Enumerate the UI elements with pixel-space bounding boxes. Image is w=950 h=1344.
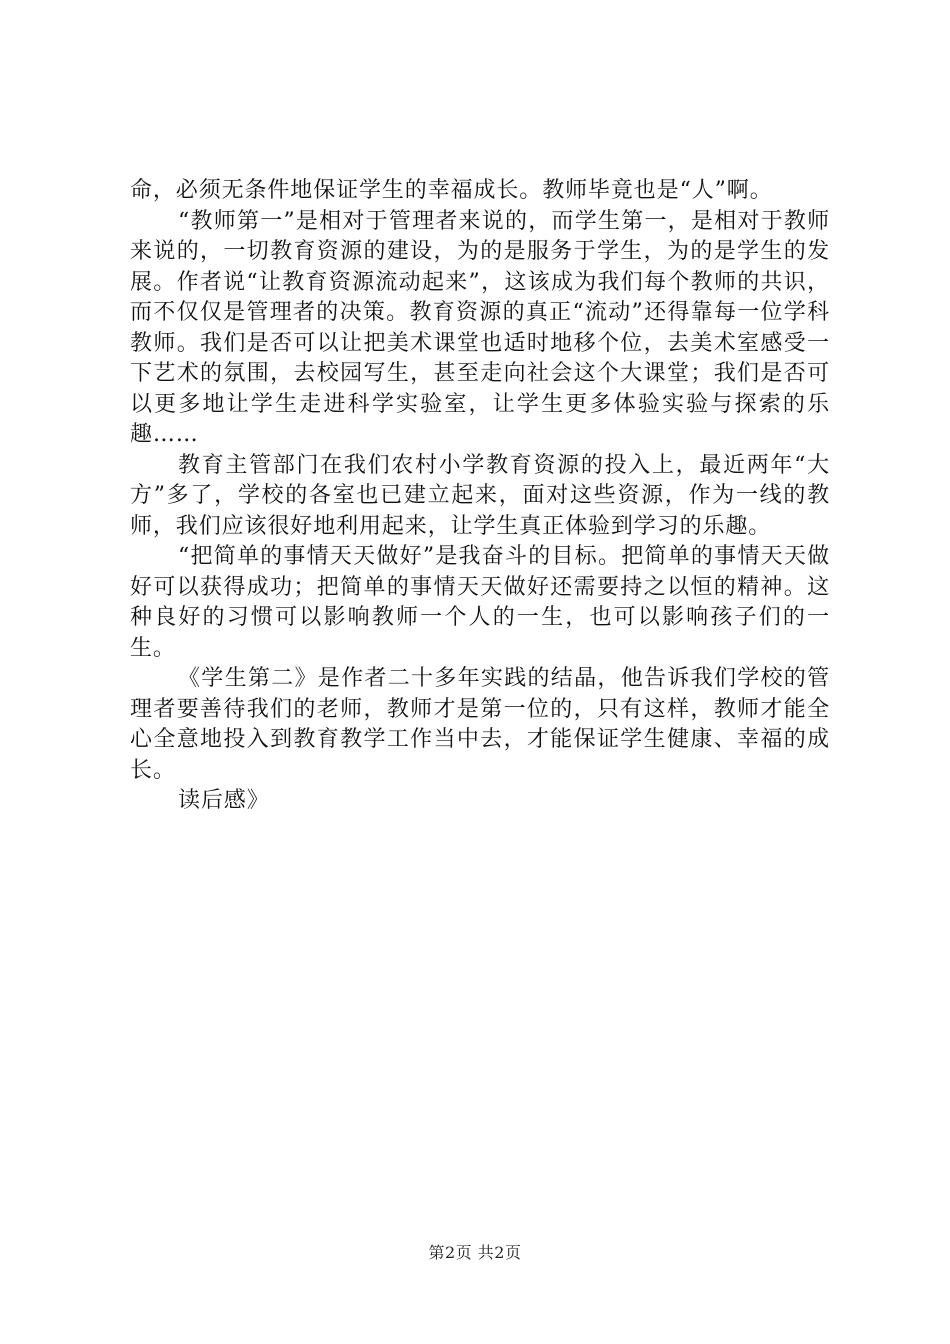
document-body: [130, 176, 830, 817]
page-footer: 第2页 共2页: [428, 1243, 522, 1262]
paragraph: “教师第一”是相对于管理者来说的，而学生第一，是相对于教师来说的，一切教育资源的建设，为的是服务于学生，为的是学生的发展。作者说“让教育资源流动起来”，这该成为我们每个教师的共识，而不仅仅是管理者的决策。教育资源的真正“流动”还得靠每一位学科教师。我们是否可以让把美术课堂也适时地移个位，去美术室感受一下艺术的氛围，去校园写生，甚至走向社会这个大课堂；我们是否可以更多地让学生走进科学实验室，让学生更多体验实验与探索的乐趣……: [130, 208, 830, 447]
paragraph: 读后感》: [178, 788, 270, 813]
paragraph: “把简单的事情天天做好”是我奋斗的目标。把简单的事情天天做好可以获得成功；把简单的事情天天做好还需要持之以恒的精神。这种良好的习惯可以影响教师一个人的一生，也可以影响孩子们的一生。: [130, 544, 830, 661]
paragraph: 教育主管部门在我们农村小学教育资源的投入上，最近两年“大方”多了，学校的各室也已建立起来，面对这些资源，作为一线的教师，我们应该很好地利用起来，让学生真正体验到学习的乐趣。: [130, 452, 830, 539]
paragraph: 命，必须无条件地保证学生的幸福成长。教师毕竟也是“人”啊。: [130, 178, 773, 203]
paragraph: 《学生第二》是作者二十多年实践的结晶，他告诉我们学校的管理者要善待我们的老师，教师才是第一位的，只有这样，教师才能全心全意地投入到教育教学工作当中去，才能保证学生健康、幸福的成长。: [130, 666, 830, 783]
